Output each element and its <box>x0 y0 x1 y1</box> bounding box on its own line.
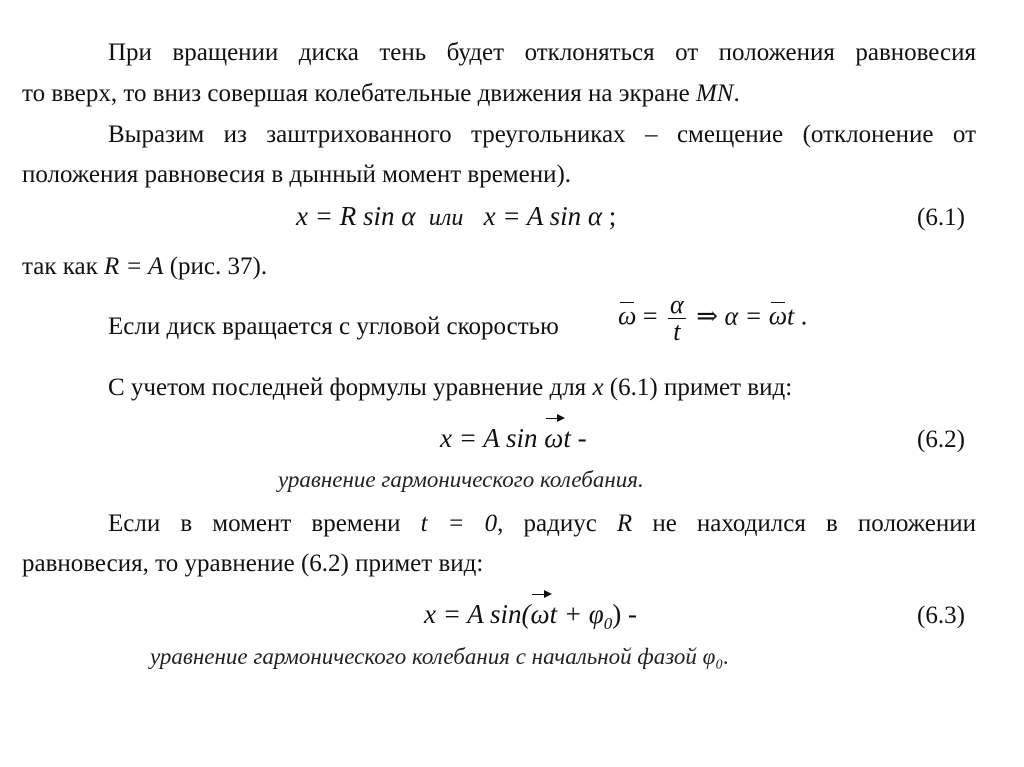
equation-6-3 <box>424 598 637 640</box>
paragraph-1-line-1 <box>108 38 976 68</box>
alpha-equals: α = <box>724 301 769 331</box>
equation-6-1-number: (6.1) <box>917 204 965 231</box>
text: не находился в положении <box>632 510 976 537</box>
text: (6.1) примет вид: <box>603 374 793 401</box>
equation-6-3-end: ) - <box>612 599 637 629</box>
paragraph-2-line-1 <box>108 120 976 150</box>
x-variable: x <box>592 374 604 401</box>
equation-6-2-number: (6.2) <box>917 426 965 453</box>
equation-6-3-number: (6.3) <box>917 602 965 629</box>
text: равновесия, то уравнение (6.2) примет вид: <box>22 550 484 577</box>
r-variable: R <box>616 510 633 537</box>
text: Если диск вращается с угловой скоростью <box>108 313 559 340</box>
equation-6-2-left: x = A sin <box>440 423 545 453</box>
caption-harmonic: уравнение гармонического колебания. <box>278 467 644 492</box>
equation-6-3-middle: t + φ <box>549 599 604 629</box>
alpha-over-t-fraction <box>668 292 686 345</box>
paragraph-5 <box>108 373 792 403</box>
text: С учетом последней формулы уравнение для <box>108 374 593 401</box>
omega-vector: ω <box>544 423 564 453</box>
fraction-numerator: α <box>670 290 684 319</box>
equation-6-1-or: или <box>428 205 464 231</box>
omega-vector: ω <box>530 599 550 629</box>
fraction-denominator: t <box>668 318 686 345</box>
paragraph-4 <box>108 312 559 342</box>
paragraph-6-line-2 <box>22 549 483 579</box>
angular-velocity-formula <box>618 292 807 345</box>
text: Выразим из заштрихованного треугольниках – смещение (отклонение от <box>108 121 976 148</box>
equation-6-1-right: x = A sin α <box>483 201 603 231</box>
equals-sign: = <box>636 301 665 331</box>
omega-bar: ω <box>618 301 637 331</box>
t-variable: t <box>787 301 795 331</box>
dash: - <box>570 423 587 453</box>
text: положения равновесия в дынный момент времени). <box>22 161 572 188</box>
caption-harmonic-initial-phase: уравнение гармонического колебания с начальной фазой φ₀. <box>150 644 730 669</box>
text: . <box>733 80 740 107</box>
paragraph-3 <box>22 252 267 282</box>
paragraph-6-line-1 <box>108 509 976 539</box>
text: Если в момент времени <box>108 510 421 537</box>
implies-arrow: ⇒ <box>689 301 725 331</box>
equation-6-1-end: ; <box>602 201 617 231</box>
equation-6-2 <box>440 422 587 454</box>
phase-subscript: 0 <box>603 614 613 633</box>
equation-6-1-left: x = R sin α <box>296 201 416 231</box>
text: , радиус <box>497 510 617 537</box>
text: то вверх, то вниз совершая колебательные движения на экране <box>22 80 696 107</box>
equation-6-1 <box>296 200 616 234</box>
text: так как <box>22 253 104 280</box>
r-equals-a-formula: R = A <box>103 253 164 280</box>
omega-bar: ω <box>768 301 788 331</box>
screen-label-mn: MN <box>695 80 734 107</box>
text: При вращении диска тень будет отклоняться от положения равновесия <box>108 39 976 66</box>
text: (рис. 37). <box>163 253 268 280</box>
equation-6-3-left: x = A sin( <box>424 599 531 629</box>
t-variable: t <box>563 423 571 453</box>
paragraph-1-line-2 <box>22 79 740 109</box>
t-equals-zero: t = 0 <box>420 510 498 537</box>
paragraph-2-line-2 <box>22 160 571 190</box>
period: . <box>794 301 808 331</box>
